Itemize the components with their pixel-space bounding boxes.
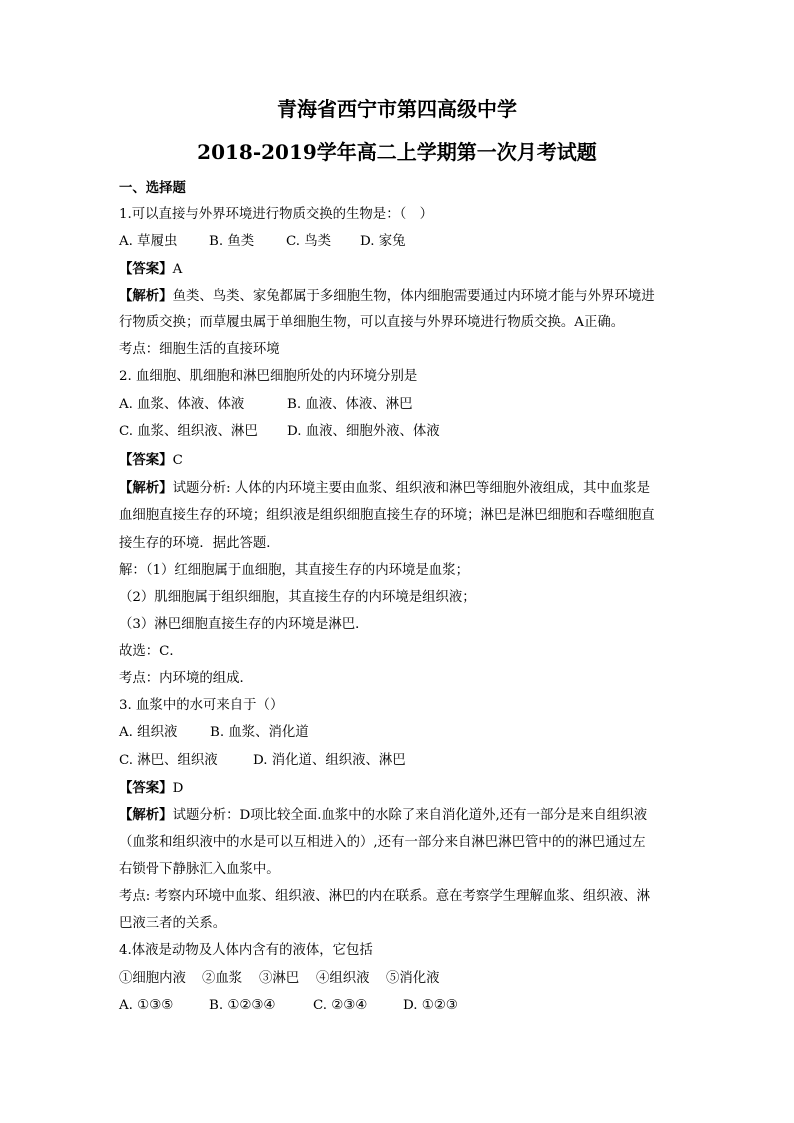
analysis-text: 试题分析：D项比较全面.血浆中的水除了来自消化道外,还有一部分是来自组织液 bbox=[172, 808, 648, 823]
question-2-analysis-line-1 bbox=[119, 479, 650, 498]
answer-value: C bbox=[172, 453, 183, 468]
section-heading: 一、选择题 bbox=[119, 180, 186, 196]
question-2-solution-line-3: （3）淋巴细胞直接生存的内环境是淋巴． bbox=[119, 617, 369, 632]
q4-item-5: ⑤消化液 bbox=[386, 971, 440, 986]
question-1-kaodian: 考点：细胞生活的直接环境 bbox=[119, 342, 280, 357]
q4-option-a: A. ①③⑤ bbox=[119, 998, 174, 1013]
q3-option-c: C. 淋巴、组织液 bbox=[119, 753, 218, 768]
q4-option-d: D. ①②③ bbox=[403, 998, 458, 1013]
question-3-answer bbox=[119, 779, 183, 798]
q4-item-4: ④组织液 bbox=[316, 971, 370, 986]
answer-label: 【答案】 bbox=[119, 452, 173, 468]
q2-option-b: B. 血液、体液、淋巴 bbox=[287, 397, 413, 412]
question-3-stem: 3. 血浆中的水可来自于（） bbox=[119, 698, 284, 713]
q4-option-c: C. ②③④ bbox=[313, 998, 368, 1013]
question-3-analysis-line-2: （血浆和组织液中的水是可以互相进入的）,还有一部分来自淋巴淋巴管中的的淋巴通过左 bbox=[119, 835, 646, 850]
question-2-solution-line-1: 解：（1）红细胞属于血细胞，其直接生存的内环境是血浆； bbox=[119, 563, 469, 578]
analysis-label: 【解析】 bbox=[119, 807, 173, 823]
q4-option-b: B. ①②③④ bbox=[209, 998, 276, 1013]
question-1-options bbox=[119, 233, 406, 251]
analysis-text: 试题分析: 人体的内环境主要由血浆、组织液和淋巴等细胞外液组成，其中血浆是 bbox=[172, 481, 650, 496]
q1-option-a: A. 草履虫 bbox=[119, 234, 178, 249]
answer-value: A bbox=[172, 262, 183, 277]
q3-option-b: B. 血浆、消化道 bbox=[210, 725, 309, 740]
question-2-kaodian: 考点：内环境的组成． bbox=[119, 671, 253, 686]
question-2-options-row-1 bbox=[119, 396, 412, 414]
question-1-analysis-line-1 bbox=[119, 287, 655, 306]
q4-item-2: ②血浆 bbox=[202, 971, 243, 986]
q1-option-d: D. 家兔 bbox=[360, 234, 406, 249]
question-1-stem: 1.可以直接与外界环境进行物质交换的生物是：（ ） bbox=[119, 207, 434, 222]
question-2-analysis-line-2: 血细胞直接生存的环境；组织液是组织细胞直接生存的环境；淋巴是淋巴细胞和吞噬细胞直 bbox=[119, 508, 655, 523]
answer-value: D bbox=[172, 781, 184, 796]
q4-item-1: ①细胞内液 bbox=[119, 971, 186, 986]
q3-option-a: A. 组织液 bbox=[119, 725, 178, 740]
question-3-options-row-2 bbox=[119, 752, 406, 770]
question-4-options bbox=[119, 997, 458, 1015]
question-3-analysis-line-3: 右锁骨下静脉汇入血浆中。 bbox=[119, 862, 280, 877]
question-3-options-row-1 bbox=[119, 724, 309, 742]
answer-label: 【答案】 bbox=[119, 780, 173, 796]
question-2-solution-line-2: （2）肌细胞属于组织细胞，其直接生存的内环境是组织液； bbox=[119, 590, 476, 605]
answer-label: 【答案】 bbox=[119, 261, 173, 277]
exam-title: 2018-2019学年高二上学期第一次月考试题 bbox=[197, 140, 597, 164]
question-2-solution-line-4: 故选：C． bbox=[119, 644, 183, 659]
q2-option-a: A. 血浆、体液、体液 bbox=[119, 397, 245, 412]
q3-option-d: D. 消化道、组织液、淋巴 bbox=[253, 753, 406, 768]
q1-option-b: B. 鱼类 bbox=[209, 234, 255, 249]
q2-option-c: C. 血浆、组织液、淋巴 bbox=[119, 424, 258, 439]
question-1-answer bbox=[119, 260, 182, 279]
question-2-stem: 2. 血细胞、肌细胞和淋巴细胞所处的内环境分别是 bbox=[119, 369, 418, 384]
q4-item-3: ③淋巴 bbox=[259, 971, 300, 986]
question-2-options-row-2 bbox=[119, 423, 440, 441]
question-3-kaodian-line-1: 考点: 考察内环境中血浆、组织液、淋巴的内在联系。意在考察学生理解血浆、组织液、淋 bbox=[119, 889, 650, 904]
analysis-label: 【解析】 bbox=[119, 480, 173, 496]
q1-option-c: C. 鸟类 bbox=[286, 234, 332, 249]
question-4-items bbox=[119, 970, 440, 988]
analysis-label: 【解析】 bbox=[119, 288, 173, 304]
question-2-analysis-line-3: 接生存的环境．据此答题． bbox=[119, 536, 280, 551]
question-2-answer bbox=[119, 451, 183, 470]
question-3-analysis-line-1 bbox=[119, 806, 647, 825]
school-title: 青海省西宁市第四高级中学 bbox=[277, 97, 517, 121]
q2-option-d: D. 血液、细胞外液、体液 bbox=[287, 424, 440, 439]
question-4-stem: 4.体液是动物及人体内含有的液体，它包括 bbox=[119, 943, 373, 958]
question-1-analysis-line-2: 行物质交换；而草履虫属于单细胞生物，可以直接与外界环境进行物质交换。A正确。 bbox=[119, 315, 625, 330]
question-3-kaodian-line-2: 巴液三者的关系。 bbox=[119, 916, 227, 931]
analysis-text: 鱼类、鸟类、家兔都属于多细胞生物，体内细胞需要通过内环境才能与外界环境进 bbox=[172, 289, 655, 304]
